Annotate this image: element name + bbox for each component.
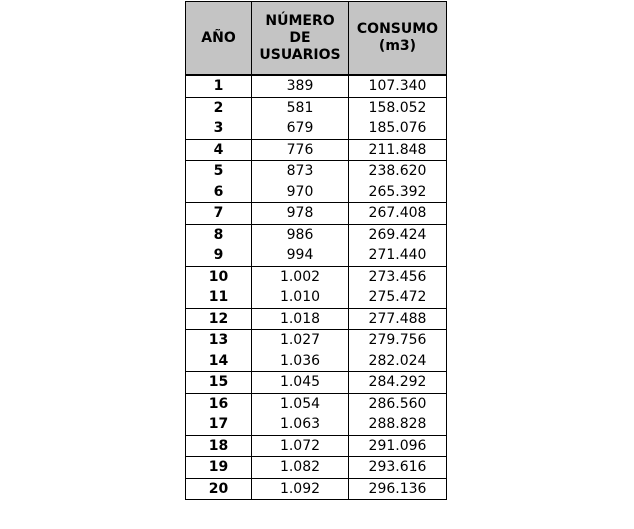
cell-users: 679 [252,118,349,139]
table-row [186,118,447,139]
cell-consumption: 265.392 [349,182,447,203]
header-users-line-3: USUARIOS [259,46,341,63]
cell-users: 581 [252,97,349,118]
cell-users: 970 [252,182,349,203]
table-row [186,224,447,245]
cell-year: 12 [186,308,252,330]
users-consumption-table [185,1,447,500]
cell-year: 5 [186,161,252,182]
cell-year: 2 [186,97,252,118]
table-body [186,75,447,500]
cell-year: 13 [186,330,252,351]
cell-users: 1.036 [252,351,349,372]
cell-consumption: 211.848 [349,139,447,161]
cell-users: 986 [252,224,349,245]
cell-consumption: 288.828 [349,414,447,435]
cell-users: 994 [252,245,349,266]
cell-users: 1.063 [252,414,349,435]
cell-consumption: 275.472 [349,287,447,308]
header-year-label: AÑO [201,29,236,46]
cell-users: 1.010 [252,287,349,308]
header-year [186,2,252,76]
cell-year: 10 [186,266,252,287]
table-row [186,245,447,266]
cell-users: 1.072 [252,435,349,457]
header-users-line-2: DE [289,29,311,46]
cell-consumption: 284.292 [349,372,447,394]
cell-consumption: 273.456 [349,266,447,287]
cell-users: 873 [252,161,349,182]
table-row [186,351,447,372]
cell-consumption: 279.756 [349,330,447,351]
table-row [186,203,447,225]
cell-year: 19 [186,457,252,479]
table-row [186,308,447,330]
cell-users: 1.045 [252,372,349,394]
table-row [186,161,447,182]
header-consumption-line-2: (m3) [378,38,417,54]
table-row [186,414,447,435]
cell-year: 11 [186,287,252,308]
cell-users: 776 [252,139,349,161]
cell-users: 1.092 [252,478,349,500]
cell-consumption: 296.136 [349,478,447,500]
table-row [186,266,447,287]
cell-year: 7 [186,203,252,225]
cell-consumption: 293.616 [349,457,447,479]
cell-consumption: 271.440 [349,245,447,266]
cell-year: 6 [186,182,252,203]
header-users-line-1: NÚMERO [265,12,335,29]
cell-year: 17 [186,414,252,435]
table-row [186,97,447,118]
table-header-row [186,2,447,76]
data-table-container [185,1,446,500]
cell-users: 1.027 [252,330,349,351]
cell-users: 1.018 [252,308,349,330]
table-row [186,372,447,394]
cell-users: 1.054 [252,393,349,414]
cell-year: 15 [186,372,252,394]
table-row [186,330,447,351]
table-row [186,435,447,457]
table-row [186,182,447,203]
table-row [186,393,447,414]
cell-year: 8 [186,224,252,245]
cell-year: 3 [186,118,252,139]
cell-consumption: 158.052 [349,97,447,118]
table-row [186,457,447,479]
table-row [186,75,447,97]
cell-consumption: 267.408 [349,203,447,225]
cell-consumption: 238.620 [349,161,447,182]
cell-users: 1.002 [252,266,349,287]
header-consumption-line-1: CONSUMO [356,21,439,37]
cell-consumption: 277.488 [349,308,447,330]
table-row [186,287,447,308]
cell-users: 1.082 [252,457,349,479]
cell-consumption: 185.076 [349,118,447,139]
cell-year: 18 [186,435,252,457]
table-row [186,139,447,161]
cell-year: 14 [186,351,252,372]
header-users [252,2,349,76]
cell-users: 389 [252,75,349,97]
cell-users: 978 [252,203,349,225]
cell-consumption: 286.560 [349,393,447,414]
table-row [186,478,447,500]
header-consumption [349,2,447,76]
cell-consumption: 269.424 [349,224,447,245]
cell-year: 16 [186,393,252,414]
cell-year: 9 [186,245,252,266]
cell-year: 4 [186,139,252,161]
cell-year: 1 [186,75,252,97]
cell-consumption: 282.024 [349,351,447,372]
cell-consumption: 291.096 [349,435,447,457]
cell-consumption: 107.340 [349,75,447,97]
cell-year: 20 [186,478,252,500]
